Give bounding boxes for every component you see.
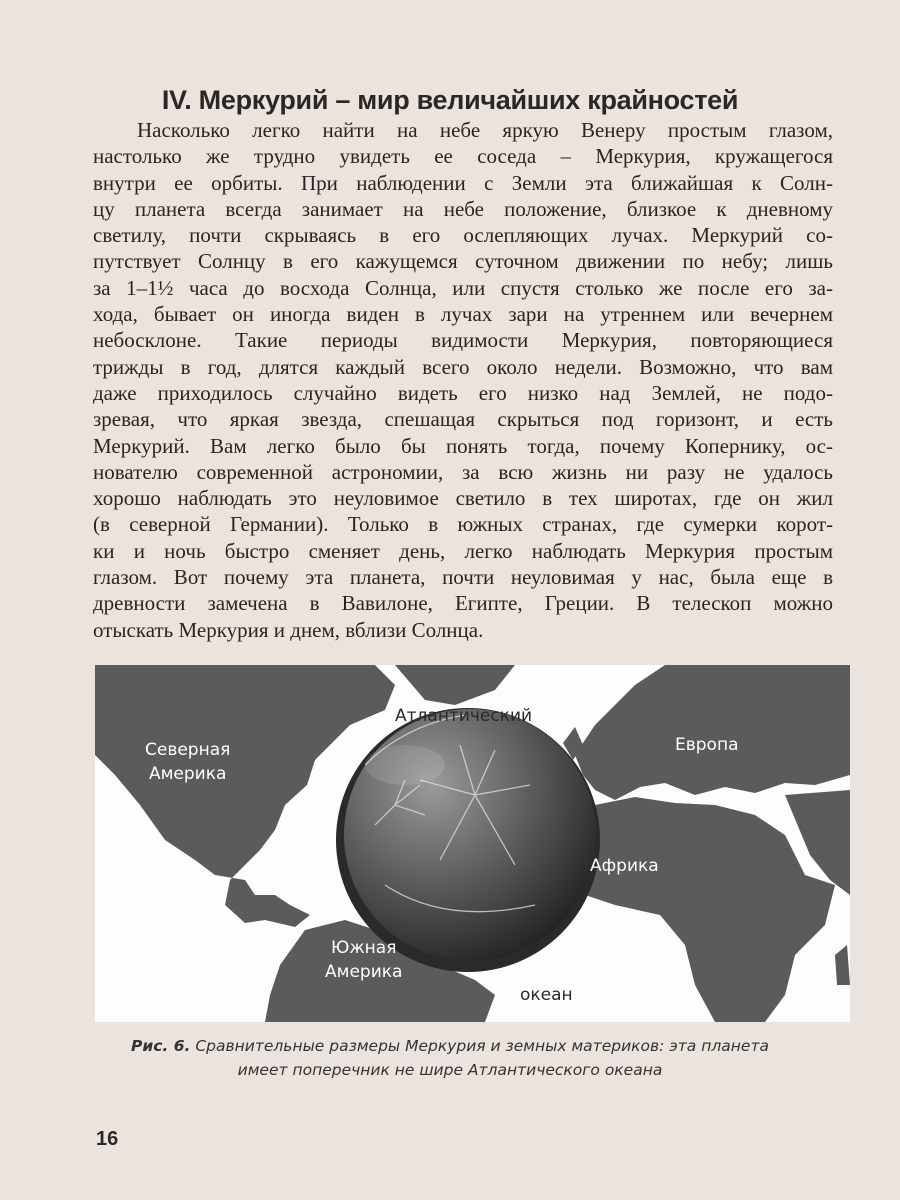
mercury-globe: [336, 708, 600, 972]
text-line: отыскать Меркурия и днем, вблизи Солнца.: [93, 617, 484, 642]
label-south-america-line2: Америка: [325, 962, 403, 982]
text-line: цу планета всегда занимает на небе положение, близкое к дневному: [93, 196, 833, 221]
caption-line1: Сравнительные размеры Меркурия и земных материков: эта планета: [195, 1037, 769, 1055]
text-line: даже приходилось случайно видеть его низко над Землей, не подо-: [93, 380, 833, 405]
label-atlantic: Атлантический: [395, 706, 533, 726]
text-line: хода, бывает он иногда виден в лучах зари на утреннем или вечернем: [93, 302, 833, 327]
text-line: Меркурий. Вам легко было бы понять тогда, почему Копернику, ос-: [93, 433, 833, 458]
figure-map: [95, 665, 850, 1022]
label-north-america-line1: Северная: [145, 740, 231, 760]
text-line: (в северной Германии). Только в южных странах, где сумерки корот-: [93, 512, 833, 537]
section-heading: IV. Меркурий – мир величайших крайностей: [161, 85, 739, 115]
label-south-america: [325, 936, 402, 984]
text-line: за 1–1½ часа до восхода Солнца, или спустя столько же после его за-: [93, 275, 833, 300]
text-line: хорошо наблюдать это неуловимое светило в тех широтах, где он жил: [93, 486, 833, 511]
label-north-america: [145, 738, 230, 786]
text-line: трижды в год, длятся каждый всего около недели. Возможно, что вам: [93, 354, 833, 379]
text-line: настолько же трудно увидеть ее соседа – Меркурия, кружащегося: [93, 144, 833, 169]
caption-prefix: Рис. 6.: [131, 1037, 191, 1055]
text-line: Насколько легко найти на небе яркую Венеру простым глазом,: [137, 118, 833, 142]
label-north-america-line2: Америка: [148, 764, 227, 784]
text-line: древности замечена в Вавилоне, Египте, Греции. В телескоп можно: [93, 591, 833, 616]
label-south-america-line1: Южная: [331, 938, 397, 958]
text-line: светилу, почти скрываясь в его ослепляющих лучах. Меркурий со-: [93, 223, 833, 248]
text-line: путствует Солнцу в его кажущемся суточном движении по небу; лишь: [93, 249, 833, 274]
figure-caption: [0, 1034, 900, 1082]
body-paragraph: [93, 117, 833, 643]
label-ocean: океан: [520, 985, 573, 1005]
text-line: небосклоне. Такие периоды видимости Меркурия, повторяющиеся: [93, 328, 833, 353]
text-line: ки и ночь быстро сменяет день, легко наблюдать Меркурия простым: [93, 538, 833, 563]
text-line: глазом. Вот почему эта планета, почти неуловимая у нас, была еще в: [93, 565, 833, 590]
text-line: внутри ее орбиты. При наблюдении с Земли эта ближайшая к Солн-: [93, 170, 833, 195]
caption-line2: имеет поперечник не шире Атлантического океана: [237, 1061, 663, 1079]
text-line: нователю современной астрономии, за всю жизнь ни разу не удалось: [93, 459, 833, 484]
label-europe: Европа: [675, 735, 739, 755]
page-number: 16: [96, 1128, 119, 1150]
text-line: зревая, что яркая звезда, спешащая скрыться под горизонт, и есть: [93, 407, 833, 432]
label-africa: Африка: [590, 856, 659, 876]
